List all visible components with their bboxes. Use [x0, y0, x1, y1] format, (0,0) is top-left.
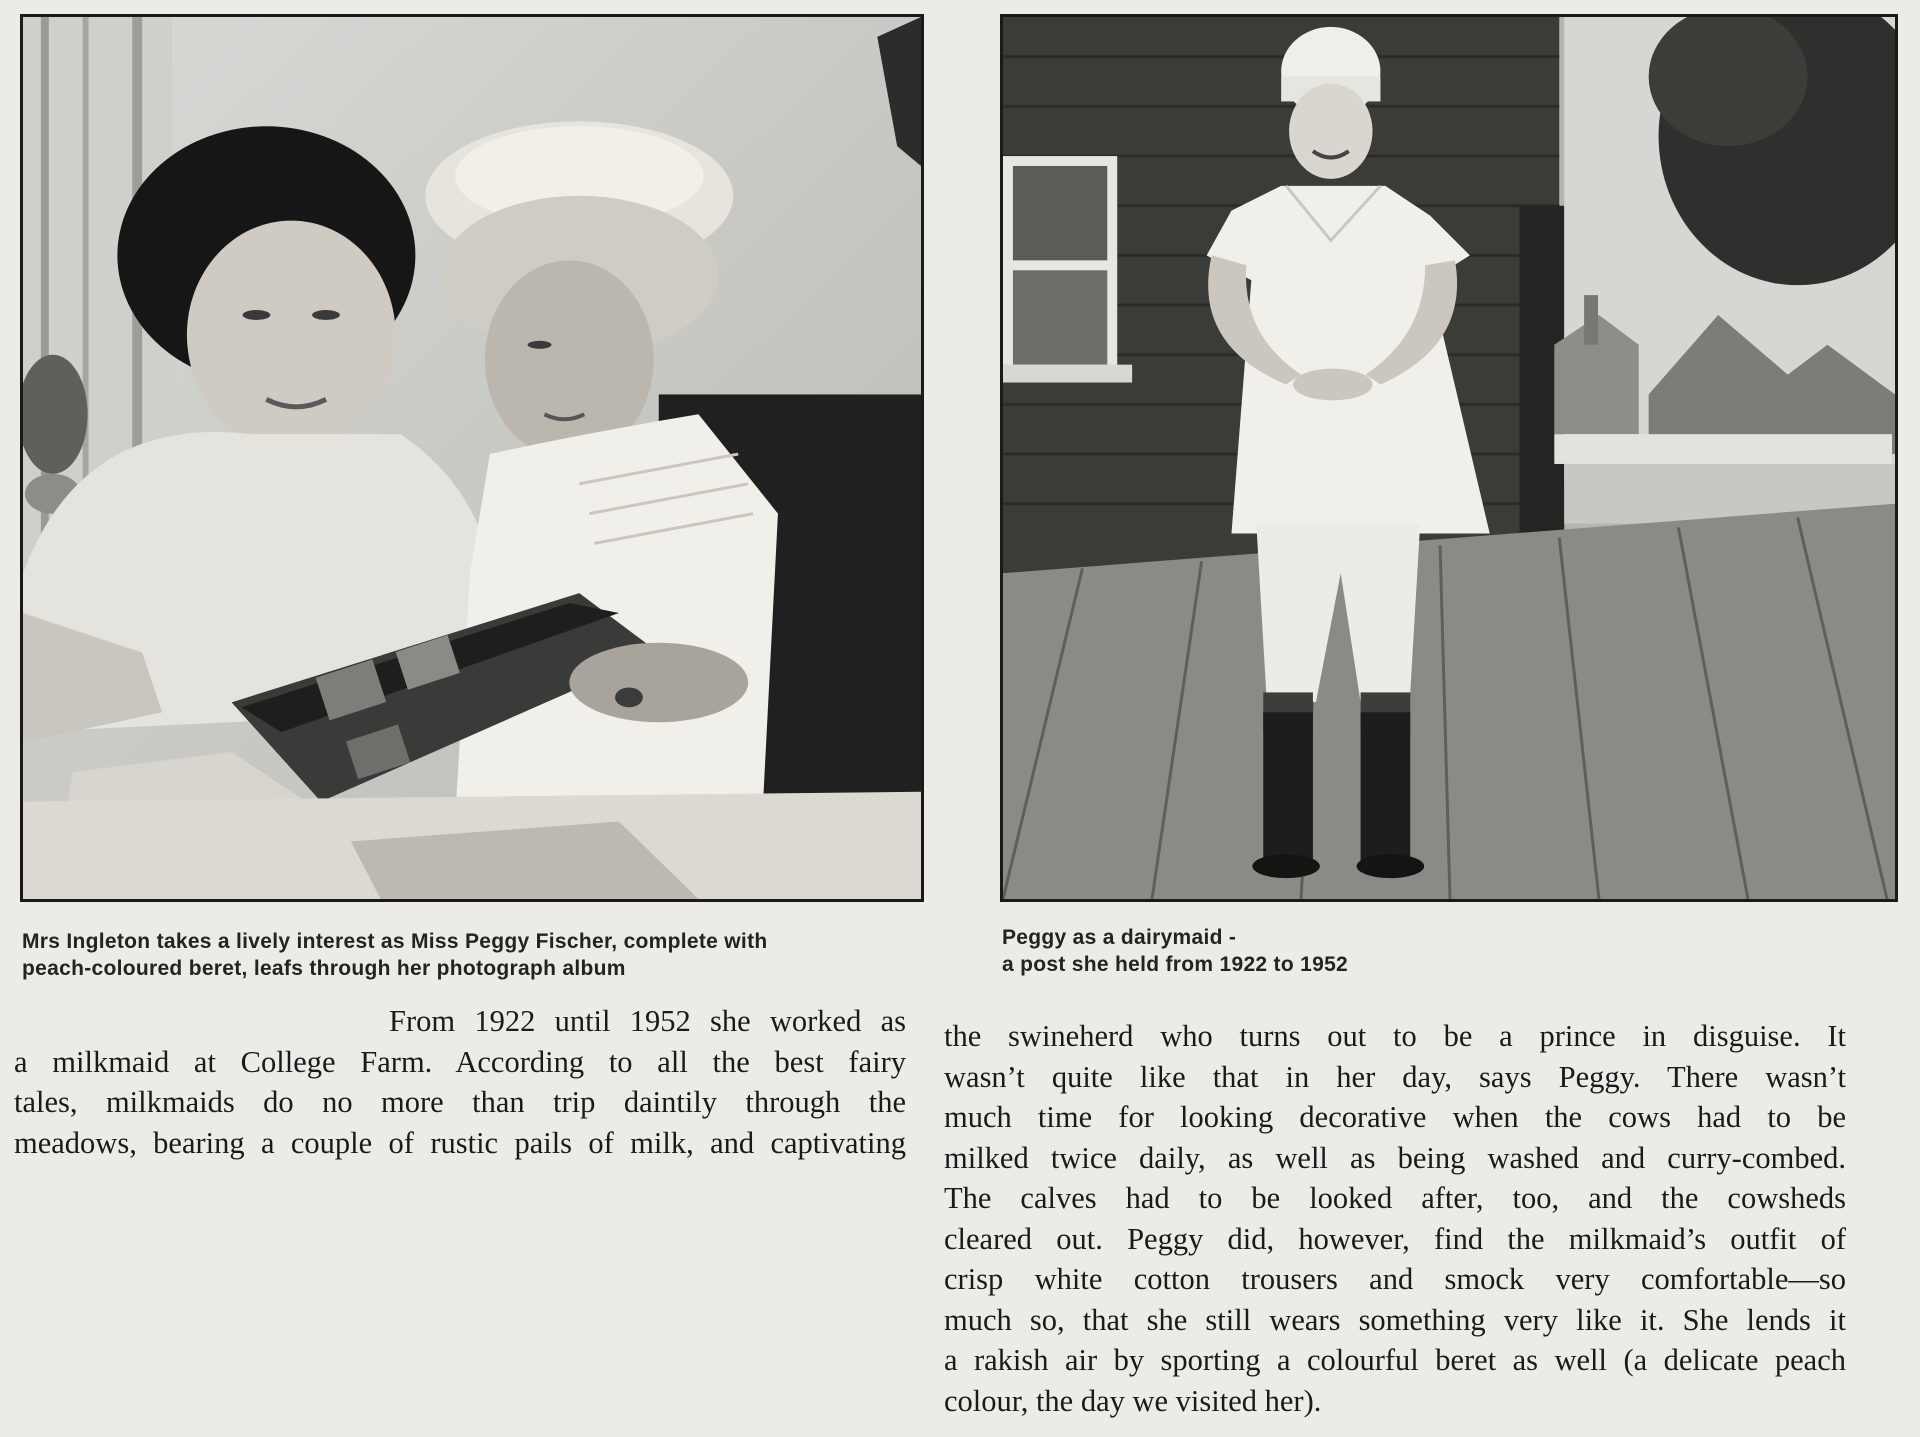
article-line: crisp white cotton trousers and smock very comfortable—so: [944, 1262, 1846, 1296]
article-line: much time for looking decorative when the cows had to be: [944, 1100, 1846, 1134]
article-line: a rakish air by sporting a colourful beret as well (a delicate peach: [944, 1343, 1846, 1377]
caption-line: a post she held from 1922 to 1952: [1002, 953, 1349, 976]
article-column-left: [14, 1001, 906, 1163]
article-line: meadows, bearing a couple of rustic pails of milk, and captivating: [14, 1125, 906, 1160]
article-line: From 1922 until 1952 she worked as: [389, 1004, 906, 1038]
photo-dairymaid: [1000, 14, 1898, 902]
caption-line: Mrs Ingleton takes a lively interest as Miss Peggy Fischer, complete with: [22, 930, 768, 953]
article-column-right: [944, 1016, 1846, 1421]
photo-album-viewing: [20, 14, 924, 902]
article-line: a milkmaid at College Farm. According to all the best fairy: [14, 1044, 906, 1079]
article-line: much so, that she still wears something very like it. She lends it: [944, 1302, 1846, 1337]
caption-line: peach-coloured beret, leafs through her photograph album: [22, 957, 626, 980]
article-line: colour, the day we visited her).: [944, 1383, 1322, 1418]
photo-caption-right: [1002, 924, 1522, 978]
caption-line: Peggy as a dairymaid -: [1002, 926, 1237, 949]
article-line: the swineherd who turns out to be a prince in disguise. It: [944, 1019, 1846, 1053]
photo-caption-left: [22, 928, 922, 982]
article-line: cleared out. Peggy did, however, find the milkmaid’s outfit of: [944, 1221, 1846, 1256]
article-line: The calves had to be looked after, too, and the cowsheds: [944, 1181, 1846, 1215]
photo-dairymaid-image: [1003, 17, 1895, 899]
photo-album-viewing-image: [23, 17, 921, 899]
article-line: wasn’t quite like that in her day, says Peggy. There wasn’t: [944, 1059, 1846, 1094]
article-line: milked twice daily, as well as being washed and curry-combed.: [944, 1140, 1846, 1175]
article-line: tales, milkmaids do no more than trip daintily through the: [14, 1085, 906, 1119]
